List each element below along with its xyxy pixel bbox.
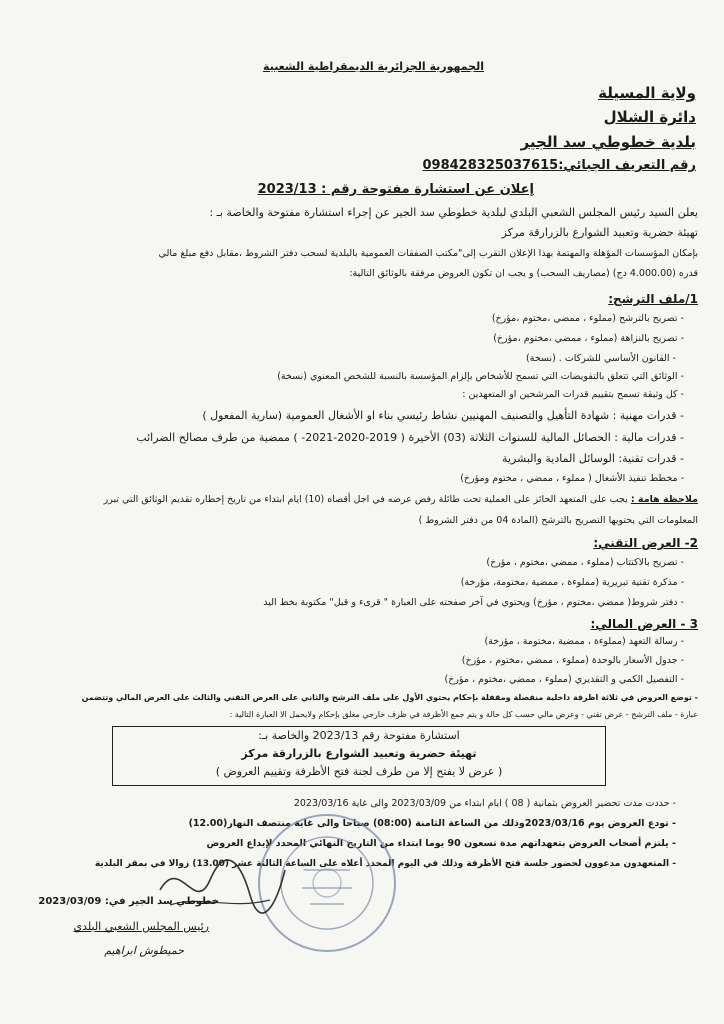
closing-line: - حددت مدت تحضير العروض بثمانية ( 08 ) ايام ابتداء من 2023/03/09 والى غاية 2023/03/16 bbox=[293, 798, 676, 809]
section1-heading: 1/ملف الترشح: bbox=[608, 292, 698, 306]
signature-role: رئيس المجلس الشعبي البلدي bbox=[73, 920, 209, 933]
tax-id-label: رقم التعريف الجبائي: bbox=[558, 158, 696, 173]
list-item: - كل وثيقة تسمح بتقييم قدرات المرشحين او المتعهدين : bbox=[462, 389, 684, 400]
note-line-2: المعلومات التي يحتويها التصريح بالترشح (المادة 04 من دفتر الشروط ) bbox=[418, 515, 698, 526]
box-line-2: تهيئة حضرية وتعبيد الشوارع بالزرارقة مركز bbox=[241, 747, 477, 760]
intro-line-4: قدره (4.000.00 دج) (مصاريف السحب) و يجب ان تكون العروض مرفقة بالوثائق التالية: bbox=[349, 268, 698, 279]
list-item: - تصريح بالاكتتاب (مملوء ، ممضي ،مختوم ، مؤرخ) bbox=[486, 557, 684, 568]
list-item: - مخطط تنفيذ الأشغال ( مملوء ، ممضي ، مختوم ومؤرخ) bbox=[460, 473, 684, 484]
republic-header: الجمهورية الجزائرية الديمقراطية الشعبية bbox=[263, 60, 484, 73]
intro-project-name: تهيئة حضرية وتعبيد الشوارع بالزرارقة مركز bbox=[501, 226, 698, 239]
box-line-1: استشارة مفتوحة رقم 2023/13 والخاصة بـ: bbox=[258, 729, 460, 742]
box-line-3: ( عرض لا يفتح إلا من طرف لجنة فتح الأظرفة وتقييم العروض ) bbox=[215, 765, 503, 778]
list-item: - مذكرة تقنية تبريرية (مملوءة ، ممضية ،مختومة، مؤرخة) bbox=[460, 577, 684, 588]
commune-name: بلدية خطوطي سد الجير bbox=[520, 133, 696, 151]
tax-id-line bbox=[423, 158, 697, 173]
envelope-label-box bbox=[112, 726, 606, 786]
list-item: - التفصيل الكمي و التقديري (مملوء ، ممضي ،مختوم ، مؤرخ) bbox=[444, 674, 684, 685]
list-item: - رسالة التعهد (مملوءة ، ممضية ،مختومة ، مؤرخة) bbox=[484, 636, 684, 647]
list-item: - قدرات تقنية: الوسائل المادية والبشرية bbox=[502, 452, 684, 465]
signature-name: حميطوش ابراهيم bbox=[104, 944, 184, 957]
closing-line: - يلتزم أصحاب العروض بتعهداتهم مدة تسعون 90 يوما ابتداء من التاريخ النهائي المحدد لإيداع العروض bbox=[206, 838, 676, 849]
section3-heading: 3 - العرض المالي: bbox=[590, 617, 698, 631]
list-item: عبارة - ملف الترشح - عرض تقني - وعرض مالي حسب كل حالة و يتم جمع الأظرفة في ظرف خارجي مغلق بإحكام ولايحمل الا العبارة التالية : bbox=[229, 710, 698, 719]
list-item: - تصريح بالترشح (مملوء ، ممضي ،مختوم ،مؤرخ) bbox=[491, 313, 684, 324]
closing-line: - المتعهدون مدعوون لحضور جلسة فتح الأظرفة وذلك في اليوم المحدد أعلاه على الساعة الثالثة عشر (13.00) زوالا في بمقر البلدية bbox=[94, 859, 676, 869]
wilaya-name: ولاية المسيلة bbox=[598, 84, 696, 102]
list-item: - دفتر شروط( ممضي ،مختوم ، مؤرخ) ويحتوي في آخر صفحته على العبارة " قرىء و قبل" مكتوبة بخط اليد bbox=[263, 597, 684, 608]
closing-line: - تودع العروض يوم 2023/03/16وذلك من الساعة الثامنة (08:00) صباحا والى غاية منتصف النهار(12.00) bbox=[188, 818, 676, 829]
note-label: ملاحظة هامة : bbox=[630, 494, 698, 505]
list-item: - تصريح بالنزاهة (مملوء ، ممضي ،مختوم ،مؤرخ) bbox=[493, 333, 684, 344]
list-item: - الوثائق التي تتعلق بالتفويضات التي تسمح للأشخاص بإلزام المؤسسة بالنسبة للشخص المعنوي (نسخة) bbox=[277, 371, 684, 382]
tax-id-number: 098428325037615 bbox=[422, 158, 559, 173]
daira-name: دائرة الشلال bbox=[603, 108, 696, 126]
signature-place-date: خطوطي سد الجير في: 2023/03/09 bbox=[38, 896, 219, 907]
section2-heading: 2- العرض التقني: bbox=[593, 536, 698, 550]
list-item: - توضع العروض في ثلاثة اظرفة داخلية منفصلة ومقفلة بإحكام يحتوي الأول على ملف الترشح والثاني على العرض التقني والثالث على العرض المالي وتتضمن bbox=[81, 693, 698, 702]
note-line-1 bbox=[104, 494, 698, 505]
page-title: إعلان عن استشارة مفتوحة رقم : 2023/13 bbox=[257, 182, 534, 197]
intro-line-1: يعلن السيد رئيس المجلس الشعبي البلدي لبلدية خطوطي سد الجير عن إجراء استشارة مفتوحة والخاصة بـ : bbox=[209, 206, 698, 219]
list-item: - القانون الأساسي للشركات . (نسخة) bbox=[526, 353, 676, 364]
handwritten-signature bbox=[150, 850, 290, 920]
list-item: - قدرات مالية : الحصائل المالية للسنوات الثلاثة (03) الأخيرة ( 2019-2020-2021- ) ممضية من طرف مصالح الضرائب bbox=[136, 431, 684, 444]
list-item: - جدول الأسعار بالوحدة (مملوء ، ممضي ،مختوم ، مؤرخ) bbox=[461, 655, 684, 666]
intro-line-3: بإمكان المؤسسات المؤهلة والمهتمة بهذا الإعلان التقرب إلى"مكتب الصفقات العمومية بالبلدية لسحب دفتر الشروط ،مقابل دفع مبلغ مالي bbox=[158, 248, 698, 259]
note-text: يجب على المتعهد الحائز على العملية تحت طائلة رفض عرضه في اجل أقصاه (10) ايام ابتداء من تاريخ إخطاره تقديم الوثائق التي تبرر bbox=[103, 494, 628, 505]
list-item: - قدرات مهنية : شهادة التأهيل والتصنيف المهنيين نشاط رئيسي بناء او الأشغال العمومية (سارية المفعول ) bbox=[202, 409, 684, 422]
